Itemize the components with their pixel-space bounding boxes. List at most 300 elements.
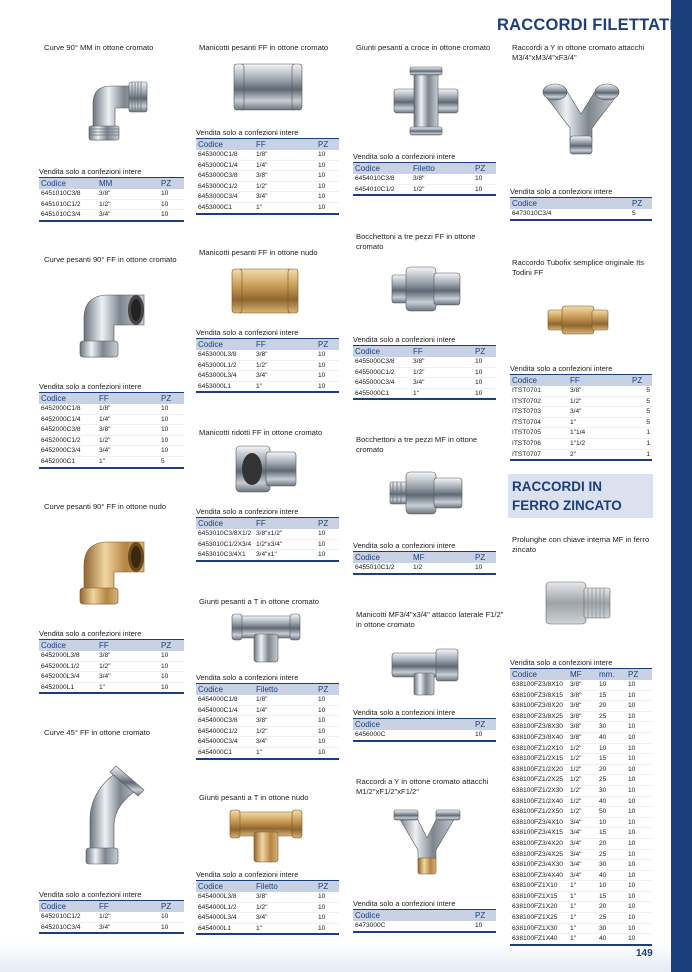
table-cell: ITST0703 [510, 407, 568, 418]
elbow-45-chrome-image [80, 760, 150, 870]
table-cell: 10 [316, 171, 339, 182]
y-fitting-chrome-image [390, 808, 464, 878]
table-cell: 6454000C1 [196, 747, 254, 758]
table-cell: 6454000C1/2 [196, 726, 254, 737]
table-cell: 6453010C3/4X1 [196, 550, 254, 561]
table-row [510, 807, 652, 818]
table-cell: 3/8" [254, 171, 316, 182]
vendita-label: Vendita solo a confezioni intere [196, 328, 299, 337]
table-cell: 3/4" [254, 192, 316, 203]
table-cell: 10 [316, 747, 339, 758]
vendita-label: Vendita solo a confezioni intere [39, 167, 142, 176]
table-cell: 1/2" [254, 360, 316, 371]
table-header-row [510, 375, 652, 387]
table-row [510, 785, 652, 796]
table-header: PZ [473, 719, 496, 731]
table-header: FF [254, 339, 316, 351]
table-row [510, 438, 652, 449]
vendita-label: Vendita solo a confezioni intere [353, 541, 456, 550]
table-row [196, 550, 339, 561]
table-cell: 10 [626, 764, 652, 775]
table-cell: 1/2" [97, 912, 159, 922]
table-cell: 1"1/2 [568, 438, 630, 449]
table-cell: 6452000L3/8 [39, 651, 97, 661]
table-header: PZ [473, 163, 496, 175]
table-cell: 638100FZ3/8X20 [510, 701, 568, 712]
table-row [196, 737, 339, 748]
vendita-label: Vendita solo a confezioni intere [39, 382, 142, 391]
table-row [510, 817, 652, 828]
table-cell: 6453000C1/2 [196, 181, 254, 192]
product-title: Curve 45° FF in ottone cromato [44, 728, 151, 737]
table-cell: 6454000C1/4 [196, 705, 254, 716]
table-cell: 10 [626, 881, 652, 892]
table-row [510, 923, 652, 934]
table-row [510, 934, 652, 945]
table-header: Filetto [254, 881, 316, 893]
y-fitting-m34-chrome-image [538, 80, 624, 158]
table-cell: 10 [316, 150, 339, 160]
table-cell: 6453000C1 [196, 202, 254, 213]
table-cell: 6456000C [353, 730, 411, 741]
table-cell: 1/2" [568, 775, 597, 786]
table-cell: 3/4" [97, 210, 159, 221]
table-cell: 6453010C3/8X1/2 [196, 529, 254, 539]
vendita-label: Vendita solo a confezioni intere [353, 152, 456, 161]
table-header: Codice [196, 881, 254, 893]
table-cell: 25 [597, 775, 626, 786]
table-header: Codice [196, 139, 254, 151]
product-table-p1 [39, 177, 184, 222]
vendita-label: Vendita solo a confezioni intere [196, 507, 299, 516]
table-cell: 638100FZ3/8X40 [510, 732, 568, 743]
table-header: FF [254, 139, 316, 151]
page-sidebar-strip [671, 0, 692, 972]
table-cell: 10 [626, 711, 652, 722]
table-cell: 6453000C3/4 [196, 192, 254, 203]
table-cell: 5 [630, 209, 652, 220]
table-header: Codice [39, 178, 97, 190]
table-header-row [510, 669, 652, 681]
table-cell: 6453000C1/8 [196, 150, 254, 160]
product-title: Raccordi a Y in ottone cromato attacchi M1/2"xF1/2"xF1/2" [356, 777, 489, 796]
table-cell: 10 [159, 189, 184, 199]
table-cell: 10 [159, 672, 184, 683]
table-cell: 3/4" [568, 860, 597, 871]
table-cell: 2" [568, 449, 630, 460]
table-row [39, 425, 184, 436]
table-cell: 10 [316, 381, 339, 392]
table-cell: 10 [473, 730, 496, 741]
table-cell: 10 [626, 870, 652, 881]
table-header-row [196, 339, 339, 351]
table-cell: 10 [626, 923, 652, 934]
table-row [510, 775, 652, 786]
table-row [510, 396, 652, 407]
table-cell: 6452000L1 [39, 682, 97, 693]
table-cell: 10 [626, 807, 652, 818]
table-header: PZ [473, 346, 496, 358]
table-row [510, 849, 652, 860]
table-cell: 40 [597, 796, 626, 807]
table-cell: 10 [626, 732, 652, 743]
table-header: FF [254, 518, 316, 530]
table-header: MF [411, 552, 473, 564]
table-row [510, 428, 652, 439]
table-cell: 3/8" [568, 732, 597, 743]
table-header-row [39, 178, 184, 190]
table-row [353, 174, 496, 184]
table-cell: 6454000C1/8 [196, 695, 254, 705]
table-row [39, 189, 184, 199]
table-header-row [39, 901, 184, 913]
table-cell: 638100FZ3/4X30 [510, 860, 568, 871]
table-cell: ITST0707 [510, 449, 568, 460]
product-table-p8 [196, 683, 339, 760]
table-cell: 10 [159, 661, 184, 672]
table-cell: 10 [626, 891, 652, 902]
table-row [510, 870, 652, 881]
side-outlet-coupling-image [388, 645, 460, 697]
table-cell: 6455010C1/2 [353, 563, 411, 574]
table-cell: 1" [254, 202, 316, 213]
table-row [196, 695, 339, 705]
table-cell: 1"1/4 [568, 428, 630, 439]
table-header: Filetto [254, 684, 316, 696]
table-cell: 1/8" [97, 404, 159, 414]
table-cell: 1" [568, 417, 630, 428]
table-cell: 1/2" [568, 796, 597, 807]
table-cell: 10 [159, 912, 184, 922]
table-cell: 1/2" [97, 199, 159, 210]
table-cell: 10 [626, 796, 652, 807]
table-cell: 10 [473, 184, 496, 195]
table-row [510, 860, 652, 871]
table-cell: 6455000C3/4 [353, 378, 411, 389]
table-cell: 10 [316, 181, 339, 192]
product-title: Curve pesanti 90° FF in ottone cromato [44, 255, 177, 264]
product-table-p7 [196, 517, 339, 562]
table-row [196, 747, 339, 758]
table-row [196, 705, 339, 716]
elbow-ff-brass-image [74, 532, 150, 608]
table-cell: 3/4" [411, 378, 473, 389]
table-cell: 6454000L1/2 [196, 902, 254, 913]
table-cell: 1" [568, 923, 597, 934]
table-cell: 10 [159, 682, 184, 693]
table-header: FF [97, 393, 159, 405]
table-header: PZ [316, 139, 339, 151]
product-table-p15 [510, 197, 652, 221]
table-cell: 6473010C3/4 [510, 209, 568, 220]
table-row [39, 446, 184, 457]
table-cell: 10 [597, 743, 626, 754]
product-title: Prolunghe con chiave interna MF in ferro zincato [512, 535, 650, 554]
table-cell: 3/8" [97, 651, 159, 661]
table-cell: 6453000L1 [196, 381, 254, 392]
table-cell: 1" [568, 913, 597, 924]
table-row [196, 150, 339, 160]
product-table-p13 [353, 718, 496, 742]
product-title: Raccordo Tubofix semplice originale Its Todini FF [512, 258, 645, 277]
table-header: Filetto [411, 163, 473, 175]
table-header: PZ [473, 910, 496, 922]
table-cell: 1/2" [568, 785, 597, 796]
table-cell: 6455000C3/8 [353, 357, 411, 367]
table-cell: 1" [411, 388, 473, 399]
table-header-row [196, 518, 339, 530]
table-cell: 10 [316, 539, 339, 550]
table-cell: 1/8" [254, 150, 316, 160]
table-header-row [39, 640, 184, 652]
table-cell: 10 [159, 435, 184, 446]
table-header: Codice [353, 163, 411, 175]
table-row [510, 743, 652, 754]
table-cell: 1" [97, 456, 159, 467]
table-header: MF [568, 669, 597, 681]
product-table-p11 [353, 345, 496, 400]
table-cell: 6451010C1/2 [39, 199, 97, 210]
table-cell: 10 [159, 414, 184, 425]
table-cell: 6452000C1/4 [39, 414, 97, 425]
table-row [510, 764, 652, 775]
table-cell: 1/2" [568, 754, 597, 765]
table-cell: 10 [626, 754, 652, 765]
table-cell: 1/2" [568, 764, 597, 775]
product-title: Giunti pesanti a T in ottone nudo [199, 793, 309, 802]
table-header-row [353, 163, 496, 175]
table-cell: 10 [473, 174, 496, 184]
table-cell: 10 [316, 529, 339, 539]
table-cell: 638100FZ1/2X50 [510, 807, 568, 818]
table-cell: 10 [626, 913, 652, 924]
table-cell: 3/8" [411, 174, 473, 184]
table-cell: 10 [473, 357, 496, 367]
table-header: Codice [353, 346, 411, 358]
product-title: Bocchettoni a tre pezzi MF in ottone cromato [356, 435, 478, 454]
table-header: FF [97, 901, 159, 913]
table-row [510, 417, 652, 428]
table-cell: 15 [597, 690, 626, 701]
vendita-label: Vendita solo a confezioni intere [39, 629, 142, 638]
table-cell: 10 [316, 726, 339, 737]
table-cell: 10 [316, 192, 339, 203]
table-row [353, 184, 496, 195]
table-cell: 10 [159, 199, 184, 210]
table-cell: 30 [597, 722, 626, 733]
table-row [39, 435, 184, 446]
table-cell: 10 [159, 404, 184, 414]
table-cell: 5 [630, 407, 652, 418]
product-title: Manicotti MF3/4"x3/4" attacco laterale F1/2" in ottone cromato [356, 610, 504, 629]
table-cell: 10 [316, 202, 339, 213]
table-row [510, 407, 652, 418]
product-table-p2 [39, 392, 184, 469]
table-row [510, 732, 652, 743]
table-cell: 3/8" [568, 680, 597, 690]
table-cell: 10 [316, 716, 339, 727]
table-row [353, 357, 496, 367]
product-table-p16 [510, 374, 652, 461]
table-cell: 5 [630, 386, 652, 396]
product-title: Raccordi a Y in ottone cromato attacchi M3/4"xM3/4"xF3/4" [512, 43, 645, 62]
table-cell: 6455000C1/2 [353, 367, 411, 378]
table-cell: 10 [473, 388, 496, 399]
table-row [196, 350, 339, 360]
table-cell: 30 [597, 860, 626, 871]
table-row [510, 711, 652, 722]
table-cell: 10 [597, 680, 626, 690]
table-cell: 6453000L3/8 [196, 350, 254, 360]
table-cell: 1/4" [254, 705, 316, 716]
table-cell: 1" [254, 747, 316, 758]
table-cell: 1/8" [254, 695, 316, 705]
table-header-row [196, 684, 339, 696]
table-cell: 638100FZ1/2X30 [510, 785, 568, 796]
table-row [39, 651, 184, 661]
table-cell: 10 [626, 902, 652, 913]
table-cell: 1 [630, 428, 652, 439]
table-cell: 6473000C [353, 921, 411, 932]
table-row [510, 796, 652, 807]
table-cell: 40 [597, 870, 626, 881]
table-row [510, 701, 652, 712]
table-cell: 638100FZ3/4X15 [510, 828, 568, 839]
table-cell: 10 [316, 360, 339, 371]
product-title: Giunti pesanti a croce in ottone cromato [356, 43, 491, 52]
table-header: PZ [316, 881, 339, 893]
table-cell: 25 [597, 711, 626, 722]
product-table-p14 [353, 909, 496, 933]
vendita-label: Vendita solo a confezioni intere [510, 187, 613, 196]
table-cell: 638100FZ3/8X15 [510, 690, 568, 701]
product-table-p6 [196, 338, 339, 393]
table-row [196, 371, 339, 382]
table-header: Codice [353, 719, 411, 731]
table-cell: 10 [316, 705, 339, 716]
table-cell: 1/4" [254, 160, 316, 171]
table-cell: 10 [316, 350, 339, 360]
union-ff-chrome-image [390, 265, 462, 313]
table-cell: 10 [626, 817, 652, 828]
table-row [353, 378, 496, 389]
table-cell: 6452000C1/8 [39, 404, 97, 414]
table-cell: 6453000L3/4 [196, 371, 254, 382]
table-cell: 6454000L3/8 [196, 892, 254, 902]
table-cell: 6454000L1 [196, 923, 254, 934]
product-title: Manicotti ridotti FF in ottone cromato [199, 428, 323, 437]
table-header: Codice [353, 910, 411, 922]
tubofix-brass-image [546, 302, 610, 338]
table-cell: 1/2" [568, 396, 630, 407]
table-cell: 6452000C3/8 [39, 425, 97, 436]
table-cell: 1" [254, 381, 316, 392]
table-cell: 10 [626, 828, 652, 839]
table-cell: 10 [473, 921, 496, 932]
table-header: PZ [626, 669, 652, 681]
table-row [196, 923, 339, 934]
table-cell: 40 [597, 934, 626, 945]
table-cell: 10 [626, 743, 652, 754]
table-cell: 40 [597, 732, 626, 743]
table-header-row [196, 881, 339, 893]
table-cell: 1 [630, 449, 652, 460]
table-row [196, 360, 339, 371]
table-row [196, 892, 339, 902]
table-cell: 3/8"x1/2" [254, 529, 316, 539]
table-cell: 6454000C3/8 [196, 716, 254, 727]
table-header: MM [97, 178, 159, 190]
table-cell: 10 [597, 881, 626, 892]
vendita-label: Vendita solo a confezioni intere [353, 899, 456, 908]
table-cell: 5 [630, 417, 652, 428]
table-cell: 10 [159, 446, 184, 457]
table-cell: 10 [473, 563, 496, 574]
table-cell: 10 [316, 160, 339, 171]
product-table-p4 [39, 900, 184, 934]
table-cell [411, 730, 473, 741]
table-row [196, 913, 339, 924]
table-cell: 1/2" [254, 181, 316, 192]
table-cell: 10 [626, 775, 652, 786]
table-cell: 638100FZ1/2X25 [510, 775, 568, 786]
table-row [353, 730, 496, 741]
table-cell: 3/4" [568, 828, 597, 839]
table-cell: 3/4" [568, 849, 597, 860]
table-header: Codice [196, 518, 254, 530]
table-row [510, 690, 652, 701]
vendita-label: Vendita solo a confezioni intere [353, 335, 456, 344]
table-cell: 10 [626, 722, 652, 733]
table-cell: 10 [316, 695, 339, 705]
product-table-p5 [196, 138, 339, 215]
table-row [510, 838, 652, 849]
elbow-mm-chrome-image [79, 70, 151, 142]
table-header: Codice [39, 901, 97, 913]
table-cell: 15 [597, 754, 626, 765]
table-cell: 1/2 [411, 563, 473, 574]
table-row [196, 181, 339, 192]
table-cell: 6454000C3/4 [196, 737, 254, 748]
table-cell: 638100FZ1X20 [510, 902, 568, 913]
table-header [411, 910, 473, 922]
table-cell: 10 [626, 680, 652, 690]
table-header-row [353, 346, 496, 358]
table-row [510, 902, 652, 913]
table-cell: 3/4" [97, 446, 159, 457]
table-cell: 30 [597, 923, 626, 934]
product-table-p9 [196, 880, 339, 935]
table-cell: 638100FZ1X15 [510, 891, 568, 902]
table-cell: 638100FZ1X30 [510, 923, 568, 934]
table-header [568, 198, 630, 210]
table-cell: 3/4"x1" [254, 550, 316, 561]
table-cell: 1/2" [411, 184, 473, 195]
table-cell: 3/8" [568, 722, 597, 733]
table-cell: ITST0705 [510, 428, 568, 439]
table-row [39, 456, 184, 467]
table-header: Codice [353, 552, 411, 564]
table-cell: 3/4" [568, 407, 630, 418]
table-cell: 3/8" [568, 386, 630, 396]
table-cell: ITST0702 [510, 396, 568, 407]
table-header: PZ [630, 375, 652, 387]
table-cell: 10 [316, 902, 339, 913]
table-cell: ITST0704 [510, 417, 568, 428]
table-cell: 1/2"x3/4" [254, 539, 316, 550]
table-header: PZ [159, 393, 184, 405]
table-cell: 10 [316, 371, 339, 382]
